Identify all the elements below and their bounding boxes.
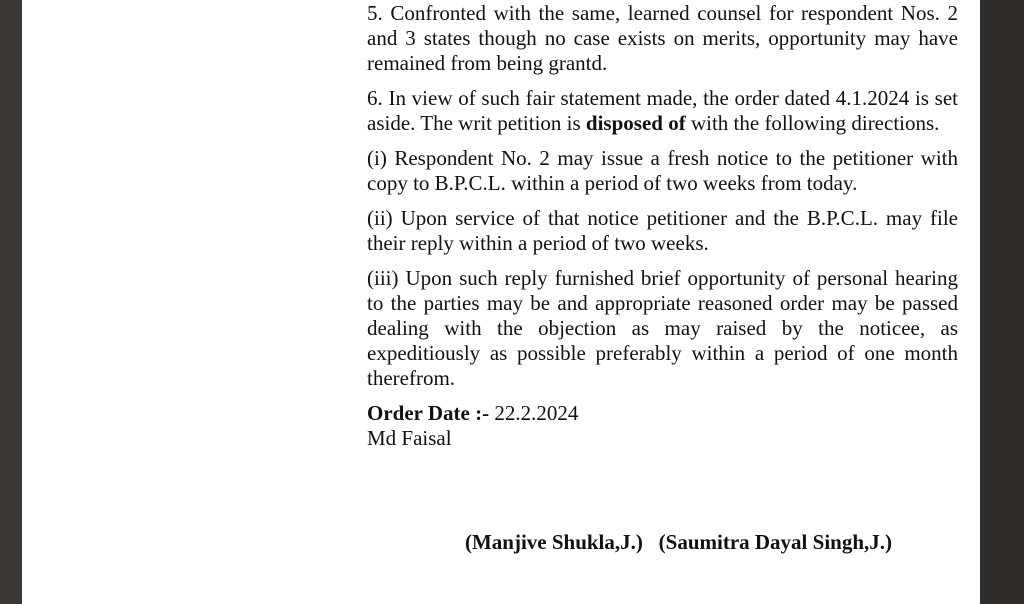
document-page: [22, 0, 980, 604]
judge-2: (Saumitra Dayal Singh,J.): [658, 530, 892, 554]
order-text: [367, 0, 958, 451]
order-date-line: [367, 401, 958, 426]
judges-signature-line: [465, 530, 892, 555]
direction-i: (i) Respondent No. 2 may issue a fresh notice to the petitioner with copy to B.P.C.L. within a period of two weeks from today.: [367, 146, 958, 195]
order-date-label: Order Date :-: [367, 401, 490, 425]
direction-iii: (iii) Upon such reply furnished brief opportunity of personal hearing to the parties may be and appropriate reasoned order may be passed dealing with the objection as may raised by the noticee, as expeditiously as possible preferably within a period of one month therefrom.: [367, 266, 958, 390]
paragraph-6-text-start: 6. In view of such fair statement made, the order dated 4.1.2024 is set aside. The writ petition is: [367, 86, 958, 135]
order-date-value: 22.2.2024: [489, 401, 579, 425]
paragraph-5: 5. Confronted with the same, learned counsel for respondent Nos. 2 and 3 states though no case exists on merits, opportunity may have remained from being grantd.: [367, 1, 958, 75]
direction-ii: (ii) Upon service of that notice petitioner and the B.P.C.L. may file their reply within a period of two weeks.: [367, 206, 958, 255]
viewer-scroll-edge[interactable]: [980, 0, 1024, 604]
clerk-name: Md Faisal: [367, 426, 452, 450]
judge-1: (Manjive Shukla,J.): [464, 530, 643, 554]
paragraph-6: [367, 86, 958, 136]
disposed-of-bold: disposed of: [585, 111, 686, 135]
paragraph-6-text-end: with the following directions.: [685, 111, 940, 135]
